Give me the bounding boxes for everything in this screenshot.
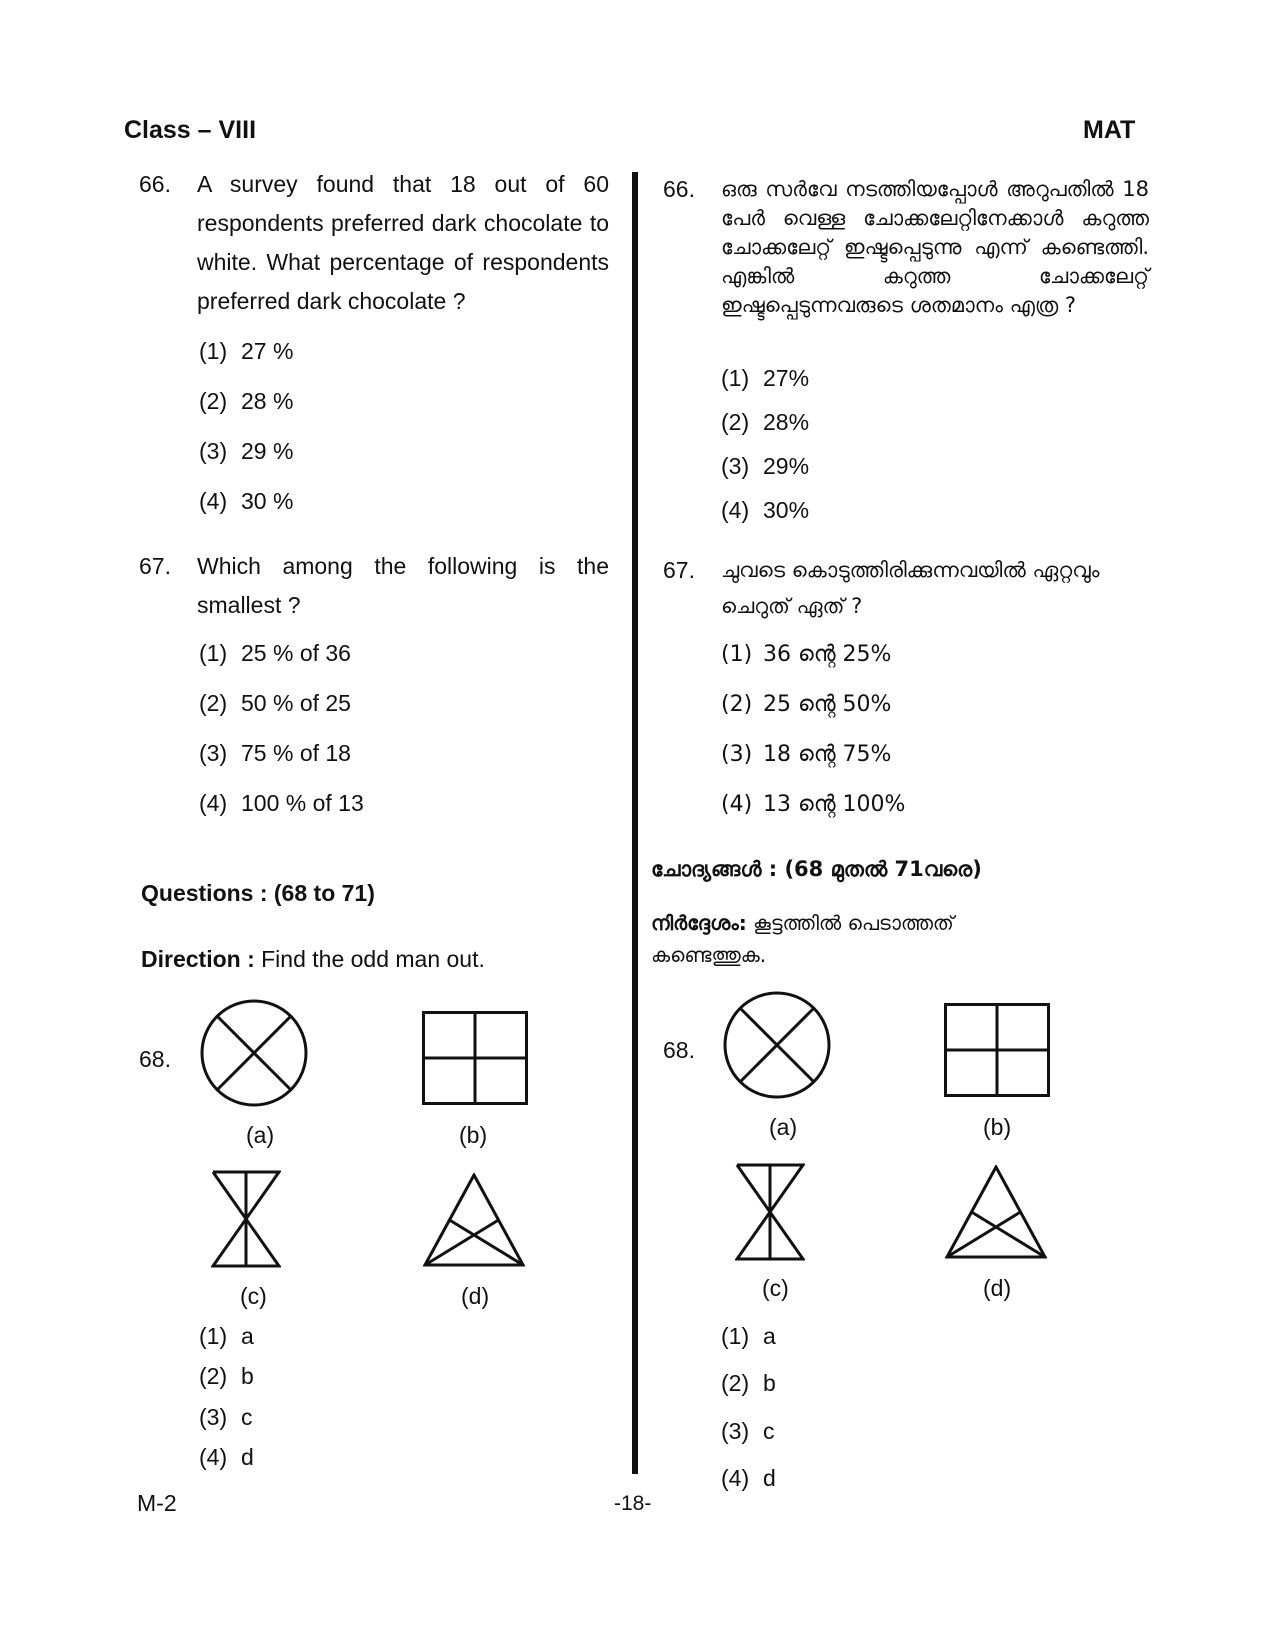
q67-ml-option-1: (1) 36 ന്റെ 25% <box>721 642 892 667</box>
question-68-number-ml: 68. <box>663 1037 695 1063</box>
figure-label-d: (d) <box>461 1283 490 1309</box>
class-header: Class – VIII <box>124 116 257 144</box>
q66-en-option-1: (1) 27 % <box>199 338 294 364</box>
figure-label-b: (b) <box>983 1114 1012 1140</box>
section-title-ml: ചോദ്യങ്ങൾ : (68 മുതൽ 71വരെ) <box>651 857 982 881</box>
q67-en-option-1: (1) 25 % of 36 <box>199 640 351 666</box>
question-number: 66. <box>663 176 695 202</box>
figure-label-d: (d) <box>983 1275 1012 1301</box>
q68-ml-option-3: (3) c <box>721 1418 775 1444</box>
question-67-en <box>139 547 609 625</box>
question-text: ചുവടെ കൊടുത്തിരിക്കുന്നവയിൽ ഏറ്റവും ചെറുത് ഏത് ? <box>721 558 1100 618</box>
q67-ml-option-4: (4) 13 ന്റെ 100% <box>721 792 906 817</box>
q68-ml-option-2: (2) b <box>721 1370 776 1396</box>
question-68-number-en: 68. <box>139 1046 171 1072</box>
q66-ml-option-3: (3) 29% <box>721 453 810 479</box>
question-text: A survey found that 18 out of 60 respondents preferred dark chocolate to white. What percentage of respondents preferred dark chocolate ? <box>197 171 609 314</box>
q67-en-option-4: (4) 100 % of 13 <box>199 790 364 816</box>
question-67-ml <box>663 552 1149 624</box>
question-number: 66. <box>139 171 171 197</box>
figure-d-triangle <box>945 1165 1047 1259</box>
q66-en-option-2: (2) 28 % <box>199 388 294 414</box>
q66-ml-option-1: (1) 27% <box>721 365 810 391</box>
q67-en-option-2: (2) 50 % of 25 <box>199 690 351 716</box>
q66-ml-option-4: (4) 30% <box>721 497 810 523</box>
q68-en-option-1: (1) a <box>199 1323 254 1349</box>
figure-c-hourglass <box>735 1163 805 1261</box>
direction-en: Direction : Find the odd man out. <box>141 946 485 972</box>
q67-en-option-3: (3) 75 % of 18 <box>199 740 351 766</box>
question-number: 67. <box>139 553 171 579</box>
q66-en-option-4: (4) 30 % <box>199 488 294 514</box>
q68-en-option-2: (2) b <box>199 1363 254 1389</box>
q68-en-option-3: (3) c <box>199 1404 253 1430</box>
question-number: 67. <box>663 557 695 583</box>
figure-label-b: (b) <box>459 1122 488 1148</box>
question-66-ml <box>663 175 1149 320</box>
q68-ml-option-4: (4) d <box>721 1465 776 1491</box>
figure-c-hourglass <box>211 1170 281 1268</box>
figure-b-square-grid <box>944 1003 1050 1097</box>
figure-a-circle-cross <box>722 990 832 1100</box>
figure-label-a: (a) <box>769 1114 798 1140</box>
q67-ml-option-2: (2) 25 ന്റെ 50% <box>721 692 892 717</box>
page-code: M-2 <box>137 1490 177 1516</box>
q67-ml-option-3: (3) 18 ന്റെ 75% <box>721 742 892 767</box>
section-title-en: Questions : (68 to 71) <box>141 880 375 906</box>
q68-ml-option-1: (1) a <box>721 1323 776 1349</box>
q66-ml-option-2: (2) 28% <box>721 409 810 435</box>
q68-en-option-4: (4) d <box>199 1444 254 1470</box>
figure-label-c: (c) <box>762 1275 789 1301</box>
subject-header: MAT <box>1083 116 1136 144</box>
question-text: ഒരു സർവേ നടത്തിയപ്പോൾ അറുപതിൽ 18 പേർ വെള്ള ചോക്കലേറ്റിനേക്കാൾ കറുത്ത ചോക്കലേറ്റ് ഇഷ്ടപ്പെടുന്നു എന്ന് കണ്ടെത്തി. എങ്കിൽ കറുത്ത ചോക്കലേറ്റ് ഇഷ്ടപ്പെടുന്നവരുടെ ശതമാനം എത്ര ? <box>721 177 1149 317</box>
question-66-en <box>139 165 609 321</box>
figure-a-circle-cross <box>199 998 309 1108</box>
column-divider <box>632 172 638 1474</box>
figure-label-a: (a) <box>246 1122 275 1148</box>
figure-d-triangle <box>423 1173 525 1267</box>
figure-label-c: (c) <box>240 1283 267 1309</box>
direction-ml: നിർദ്ദേശം: കൂട്ടത്തിൽ പെടാത്തത് കണ്ടെത്തുക. <box>651 911 954 967</box>
question-text: Which among the following is the smallest ? <box>197 553 609 618</box>
page-number: -18- <box>614 1492 652 1515</box>
q66-en-option-3: (3) 29 % <box>199 438 294 464</box>
figure-b-square-grid <box>422 1011 528 1105</box>
